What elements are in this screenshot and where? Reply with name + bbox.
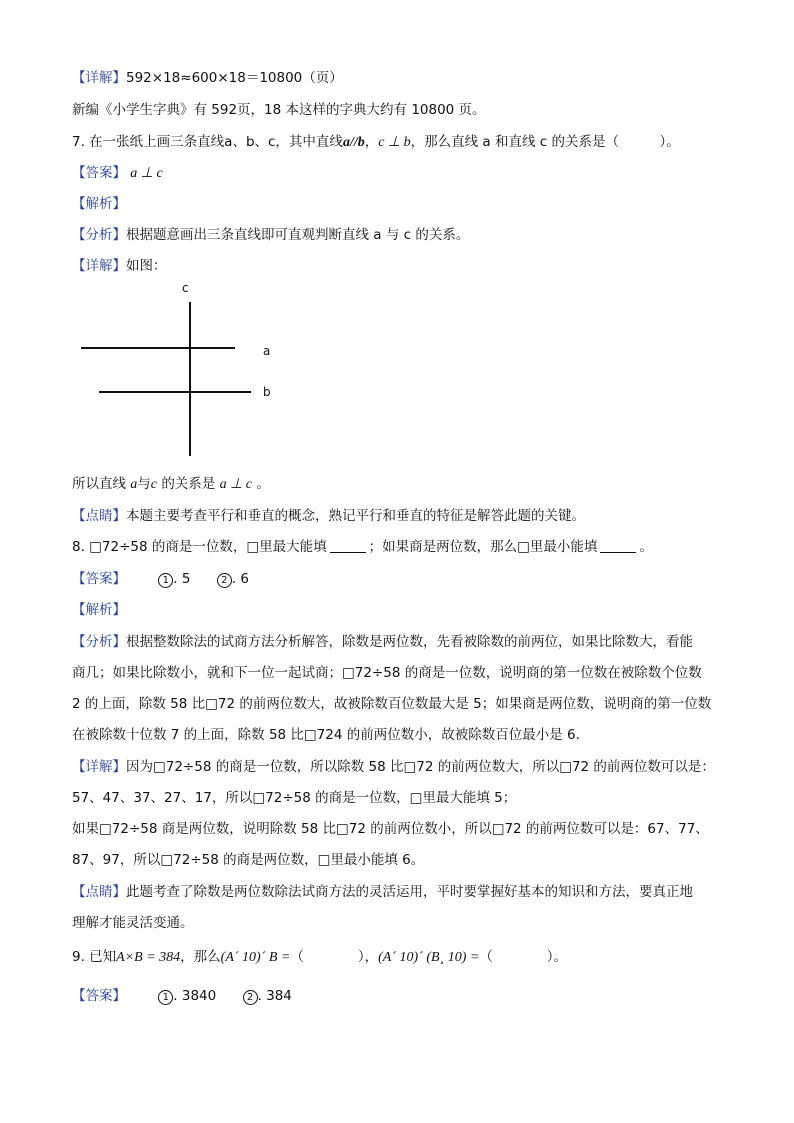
so-mid: 与 bbox=[137, 476, 151, 492]
q9-prefix: 9. 已知 bbox=[72, 949, 117, 965]
detail-tag: 【详解】 bbox=[72, 759, 126, 775]
q7-cond2: c ⊥ b bbox=[378, 135, 411, 150]
q8-detail-line-1 bbox=[72, 755, 715, 775]
q8-detail-line-3 bbox=[72, 817, 709, 837]
q8-part2: ；如果商是两位数，那么□里最小能填 bbox=[368, 539, 598, 555]
conclusion-text: 新编《小学生字典》有 592页，18 本这样的字典大约有 10800 页。 bbox=[72, 102, 486, 118]
so-end: 。 bbox=[256, 476, 270, 492]
q7-dianjing-line bbox=[72, 504, 585, 524]
q9-answer-line bbox=[72, 984, 292, 1005]
q8-part3: 。 bbox=[639, 539, 653, 555]
q8-answer-2: . 6 bbox=[231, 571, 249, 587]
circled-number: 2 bbox=[243, 990, 258, 1005]
lines-figure bbox=[0, 270, 320, 470]
q8-dianjing-text: 此题考查了除数是两位数除法试商方法的灵活运用，平时要掌握好基本的知识和方法，要真正地 bbox=[126, 884, 693, 900]
answer-blank bbox=[330, 540, 366, 553]
dianjing-tag: 【点睛】 bbox=[72, 884, 126, 900]
q7-answer-line bbox=[72, 161, 163, 182]
answer-tag: 【答案】 bbox=[72, 571, 126, 587]
analysis-tag: 【分析】 bbox=[72, 227, 126, 243]
conclusion-line bbox=[72, 98, 486, 118]
circled-number: 2 bbox=[217, 573, 232, 588]
detail-tag: 【详解】 bbox=[72, 258, 126, 274]
q8-detail-text: 87、97，所以□72÷58 的商是两位数，□里最小能填 6。 bbox=[72, 852, 425, 868]
q8-analysis-text: 在被除数十位数 7 的上面，除数 58 比□724 的前两位数小，故被除数百位最小是 6. bbox=[72, 727, 580, 743]
dianjing-tag: 【点睛】 bbox=[72, 508, 126, 524]
question-8 bbox=[72, 535, 653, 555]
q8-dianjing-line-2 bbox=[72, 911, 194, 931]
jiexi-tag: 【解析】 bbox=[72, 196, 126, 212]
q7-cond1: a//b bbox=[342, 135, 365, 150]
q8-detail-text: 57、47、37、27、17，所以□72÷58 的商是一位数，□里最大能填 5； bbox=[72, 790, 517, 806]
q7-prefix: 7. 在一张纸上画三条直线a、b、c，其中直线 bbox=[72, 134, 343, 150]
q7-answer: a ⊥ c bbox=[130, 166, 163, 181]
q8-jiexi-line bbox=[72, 598, 126, 618]
q8-analysis-text: 商几；如果比除数小，就和下一位一起试商；□72÷58 的商是一位数，说明商的第一位数在被除数个位数 bbox=[72, 665, 702, 681]
answer-tag: 【答案】 bbox=[72, 165, 126, 181]
q9-mid: ，那么 bbox=[180, 949, 221, 965]
answer-blank bbox=[600, 540, 636, 553]
question-7 bbox=[72, 130, 680, 151]
detail-text: 592×18≈600×18＝10800（页） bbox=[126, 70, 343, 86]
q8-detail-line-2 bbox=[72, 786, 516, 806]
q9-blank1: （ ） bbox=[290, 949, 365, 965]
q8-part1: 8. □72÷58 的商是一位数，□里最大能填 bbox=[72, 539, 327, 555]
circled-number: 1 bbox=[158, 990, 173, 1005]
q9-end: 。 bbox=[553, 949, 568, 965]
so-rel: 的关系是 bbox=[161, 476, 216, 492]
q7-analysis: 根据题意画出三条直线即可直观判断直线 a 与 c 的关系。 bbox=[126, 227, 470, 243]
q8-analysis-text: 2 的上面，除数 58 比□72 的前两位数大，故被除数百位数最大是 5；如果商是两位数，说明商的第一位数 bbox=[72, 696, 712, 712]
q8-analysis-line-1 bbox=[72, 630, 693, 650]
so-math: a ⊥ c bbox=[219, 477, 253, 492]
q9-comma: ， bbox=[364, 949, 379, 965]
q7-dianjing: 本题主要考查平行和垂直的概念，熟记平行和垂直的特征是解答此题的关键。 bbox=[126, 508, 585, 524]
label-b: b bbox=[263, 385, 271, 399]
q8-analysis-line-4 bbox=[72, 723, 580, 743]
circled-number: 1 bbox=[158, 573, 173, 588]
q9-given: A×B = 384 bbox=[116, 950, 181, 965]
q8-analysis-text: 根据整数除法的试商方法分析解答，除数是两位数，先看被除数的前两位，如果比除数大，看能 bbox=[126, 634, 693, 650]
detail-line bbox=[72, 66, 343, 86]
so-prefix: 所以直线 bbox=[72, 476, 126, 492]
label-a: a bbox=[263, 344, 271, 358]
q8-detail-text: 如果□72÷58 商是两位数，说明除数 58 比□72 的前两位数小，所以□72 的前两位数可以是：67、77、 bbox=[72, 821, 709, 837]
q9-blank2: （ ） bbox=[479, 949, 554, 965]
q8-answer-line bbox=[72, 567, 249, 588]
q8-analysis-line-3 bbox=[72, 692, 711, 712]
q9-expr2: (A´ 10)´ (B¸ 10) = bbox=[378, 950, 480, 965]
so-a: a bbox=[130, 477, 138, 492]
analysis-tag: 【分析】 bbox=[72, 634, 126, 650]
q9-answer-1: . 3840 bbox=[173, 988, 217, 1004]
so-c: c bbox=[150, 477, 158, 492]
label-c: c bbox=[182, 281, 189, 295]
q8-detail-line-4 bbox=[72, 848, 424, 868]
q7-suffix: ，那么直线 a 和直线 c 的关系是（ ）。 bbox=[410, 134, 680, 150]
q7-so-line bbox=[72, 472, 270, 493]
q8-dianjing-text: 理解才能灵活变通。 bbox=[72, 915, 194, 931]
answer-tag: 【答案】 bbox=[72, 988, 126, 1004]
question-9 bbox=[72, 945, 567, 966]
q7-jiexi-line bbox=[72, 192, 126, 212]
q7-detail: 如图： bbox=[126, 258, 167, 274]
q8-answer-1: . 5 bbox=[173, 571, 191, 587]
q7-analysis-line bbox=[72, 223, 469, 243]
detail-tag: 【详解】 bbox=[72, 70, 126, 86]
q9-answer-2: . 384 bbox=[257, 988, 292, 1004]
q8-analysis-line-2 bbox=[72, 661, 702, 681]
q8-detail-text: 因为□72÷58 的商是一位数，所以除数 58 比□72 的前两位数大，所以□72 的前两位数可以是： bbox=[126, 759, 715, 775]
jiexi-tag: 【解析】 bbox=[72, 602, 126, 618]
q9-expr1: (A´ 10)´ B = bbox=[220, 950, 291, 965]
q7-sep: ， bbox=[364, 134, 379, 150]
q8-dianjing-line-1 bbox=[72, 880, 693, 900]
